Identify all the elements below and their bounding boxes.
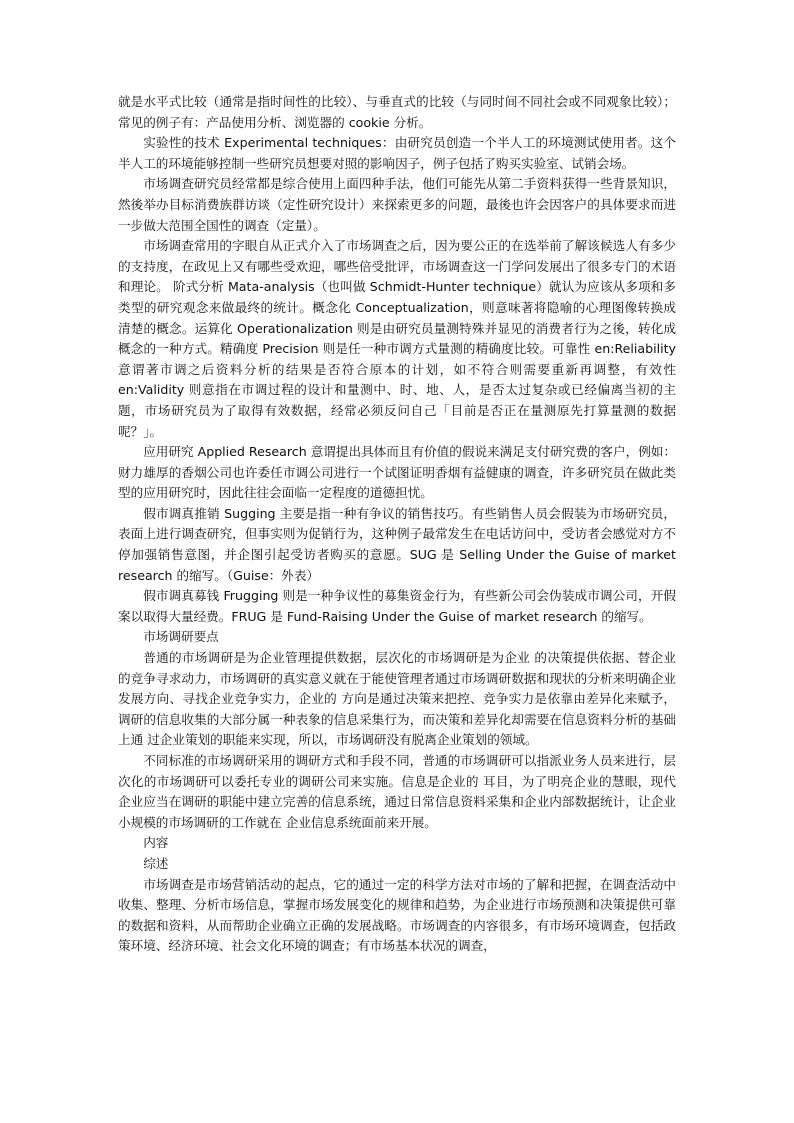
paragraph-applied-research: 应用研究 Applied Research 意谓提出具体而且有价值的假说来满足支付研究费的客户，例如：财力雄厚的香烟公司也许委任市调公司进行一个试图证明香烟有益健康的调查，许多研究员在做此类型的应用研究时，因此往往会面临一定程度的道德担忧。 xyxy=(118,444,676,501)
section-heading-key-points: 市场调研要点 xyxy=(143,629,219,645)
document-page xyxy=(118,92,676,957)
paragraph-different-standards: 不同标准的市场调研采用的调研方式和手段不同，普通的市场调研可以指派业务人员来进行，层次化的市场调研可以委托专业的调研公司来实施。信息是企业的 耳目，为了明亮企业的慧眼，现代企业应当在调研的职能中建立完善的信息系统，通过日常信息资料采集和企业内部数据统计，让企业小规模的市场调研的工作就在 企业信息系统面前来开展。 xyxy=(118,753,676,830)
paragraph-frugging: 假市调真募钱 Frugging 则是一种争议性的募集资金行为，有些新公司会伪装成市调公司，开假案以取得大量经费。FRUG 是 Fund-Raising Under the Guise of market research 的缩写。 xyxy=(118,588,676,624)
section-heading-content: 内容 xyxy=(143,835,169,851)
paragraph-continuation: 就是水平式比较（通常是指时间性的比较）、与垂直式的比较（与同时间不同社会或不同观象比较）；常见的例子有：产品使用分析、浏览器的 cookie 分析。 xyxy=(118,94,676,130)
paragraph-overview: 市场调查是市场营销活动的起点，它的通过一定的科学方法对市场的了解和把握，在调查活动中收集、整理、分析市场信息，掌握市场发展变化的规律和趋势，为企业进行市场预测和决策提供可靠的数据和资料，从而帮助企业确立正确的发展战略。市场调查的内容很多，有市场环境调查，包括政策环境、经济环境、社会文化环境的调查；有市场基本状况的调查， xyxy=(118,876,676,954)
section-heading-overview: 综述 xyxy=(143,855,169,871)
paragraph-sugging: 假市调真推销 Sugging 主要是指一种有争议的销售技巧。有些销售人员会假装为市场研究员，表面上进行调查研究，但事实则为促销行为，这种例子最常发生在电话访问中，受访者会感觉对方不停加强销售意图，并企图引起受访者购买的意愿。SUG 是 Selling Under the Guise of market research 的缩写。（Guise：外表） xyxy=(118,505,676,583)
paragraph-experimental-techniques: 实验性的技术 Experimental techniques：由研究员创造一个半人工的环境测试使用者。这个半人工的环境能够控制一些研究员想要对照的影响因子，例子包括了购买实验室、试销会场。 xyxy=(118,135,676,171)
paragraph-combined-methods: 市场调查研究员经常都是综合使用上面四种手法，他们可能先从第二手资料获得一些背景知识，然後举办目标消费族群访谈（定性研究设计）来探索更多的问题，最後也许会因客户的具体要求而进一步做大范围全国性的调查（定量）。 xyxy=(118,176,676,233)
paragraph-terminology: 市场调查常用的字眼自从正式介入了市场调查之后，因为要公正的在选举前了解该候选人有多少的支持度，在政见上又有哪些受欢迎，哪些倍受批评，市场调查这一门学问发展出了很多专门的术语和理论。 阶式分析 Mata-analysis（也叫做 Schmidt-Hunter technique）就认为应该从多项和多类型的研究观念来做最终的统计。概念化 Conceptualization，则意味著将隐喻的心理图像转换成清楚的概念。运算化 Operationalization 则是由研究员量测特殊并显见的消费者行为之後，转化成概念的一种方式。精确度 Precision 则是任一种市调方式量测的精确度比较。可靠性 en:Reliability 意谓著市调之后资料分析的结果是否符合原本的计划，如不符合则需要重新再调整，有效性 en:Validity 则意指在市调过程的设计和量测中、时、地、人，是否太过复杂或已经偏离当初的主题，市场研究员为了取得有效数据，经常必须反问自己「目前是否正在量测原先打算量测的数据呢？」。 xyxy=(118,238,676,439)
paragraph-ordinary-research: 普通的市场调研是为企业管理提供数据，层次化的市场调研是为企业 的决策提供依据、替企业的竞争寻求动力，市场调研的真实意义就在于能使管理者通过市场调研数据和现状的分析来明确企业发展方向、寻找企业竞争实力，企业的 方向是通过决策来把控、竞争实力是依靠由差异化来赋予，调研的信息收集的大部分属一种表象的信息采集行为，而决策和差异化却需要在信息资料分析的基础上通 过企业策划的职能来实现，所以，市场调研没有脱离企业策划的领域。 xyxy=(118,650,676,748)
